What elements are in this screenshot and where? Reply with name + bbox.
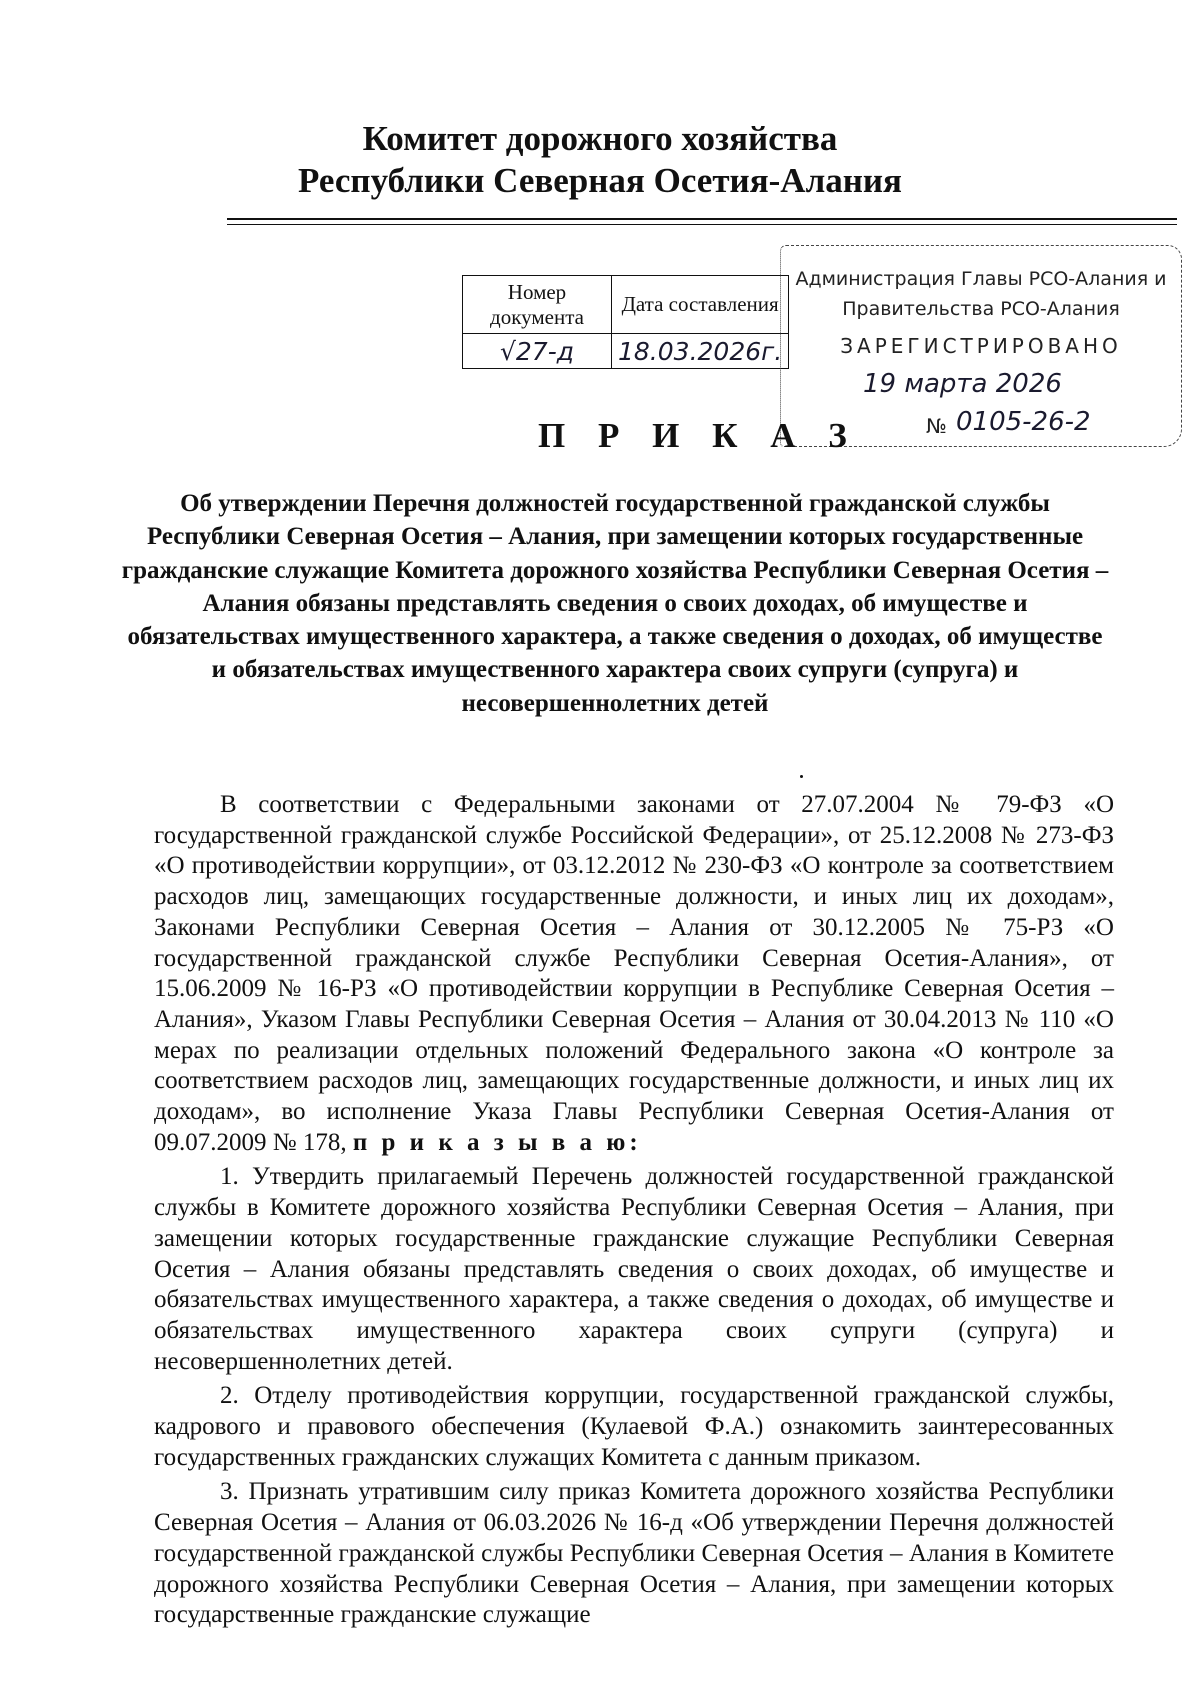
stamp-registered: ЗАРЕГИСТРИРОВАНО [840,334,1122,358]
stamp-line2: Правительства РСО-Алания [842,298,1120,320]
preamble-text: В соответствии с Федеральными законами от 27.07.2004 № 79-ФЗ «О государственной гражданской службе Российской Федерации», от 25.12.2008 № 273-ФЗ «О противодействии коррупции», от 03.12.2012 № 230-ФЗ «О контроле за соответствием расходов лиц, замещающих государственные должности, и иных лиц их доходам», Законами Республики Северная Осетия – Алания от 30.12.2005 № 75-РЗ «О государственной гражданской службе Республики Северная Осетия-Алания», от 15.06.2009 № 16-РЗ «О противодействии коррупции в Республике Северная Осетия – Алания», Указом Главы Республики Северная Осетия – Алания от 30.04.2013 № 110 «О мерах по реализации отдельных положений Федерального закона «О контроле за соответствием расходов лиц, замещающих государственные должности, и иных лиц их доходам», во исполнение Указа Главы Республики Северная Осетия-Алания от 09.07.2009 № 178, [154,791,1114,1156]
org-name-line1: Комитет дорожного хозяйства [362,119,838,158]
date-label-cell: Дата составления [612,276,789,334]
header-rule-thick [227,218,1177,220]
item-2-paragraph: 2. Отделу противодействия коррупции, государственной гражданской службы, кадрового и правового обеспечения (Кулаевой Ф.А.) ознакомить заинтересованных государственных гражданских служащих Комитета с данным приказом. [154,1382,1114,1471]
number-value-cell: √27-д [463,334,612,369]
document-title: Об утверждении Перечня должностей государственной гражданской службы Республики Северная Осетия – Алания, при замещении которых государственные гражданские служащие Комитета дорожного хозяйства Республики Северная Осетия – Алания обязаны представлять сведения о своих доходах, об имуществе и обязательствах имущественного характера, а также сведения о доходах, об имуществе и обязательствах имущественного характера своих супруги (супруга) и несовершеннолетних детей [121,490,1109,717]
stamp-number-label: № [926,414,947,438]
item-1-paragraph: 1. Утвердить прилагаемый Перечень должностей государственной гражданской службы в Комитете дорожного хозяйства Республики Северная Осетия – Алания, при замещении которых государственные гражданские служащие Республики Северная Осетия – Алания обязаны представлять сведения о своих доходах, об имуществе и обязательствах имущественного характера, а также сведения о доходах, об имуществе и обязательствах имущественного характера своих супруги (супруга) и несовершеннолетних детей. [154,1163,1114,1375]
document-type-heading: П Р И К А З [538,416,859,455]
stamp-date-handwritten: 19 марта 2026 [863,369,1062,399]
preamble-paragraph [154,790,1114,1158]
order-word: п р и к а з ы в а ю: [352,1128,642,1156]
document-body [154,790,1114,1631]
stamp-line1: Администрация Главы РСО-Алания и [795,268,1167,290]
stamp-number-handwritten: 0105-26-2 [956,407,1091,437]
item-3-paragraph: 3. Признать утратившим силу приказ Комитета дорожного хозяйства Республики Северная Осетия – Алания от 06.03.2026 № 16-д «Об утверждении Перечня должностей государственной гражданской службы Республики Северная Осетия – Алания в Комитете дорожного хозяйства Республики Северная Осетия – Алания, при замещении которых государственные гражданские служащие [154,1478,1114,1629]
date-value-cell: 18.03.2026г. [612,334,789,369]
document-number-table [462,275,789,369]
org-name-line2: Республики Северная Осетия-Алания [298,161,902,200]
number-label-cell: Номер документа [463,276,612,334]
header-rule-thin [227,224,1177,225]
organization-header [0,118,1200,202]
stray-dot-mark [800,775,803,778]
